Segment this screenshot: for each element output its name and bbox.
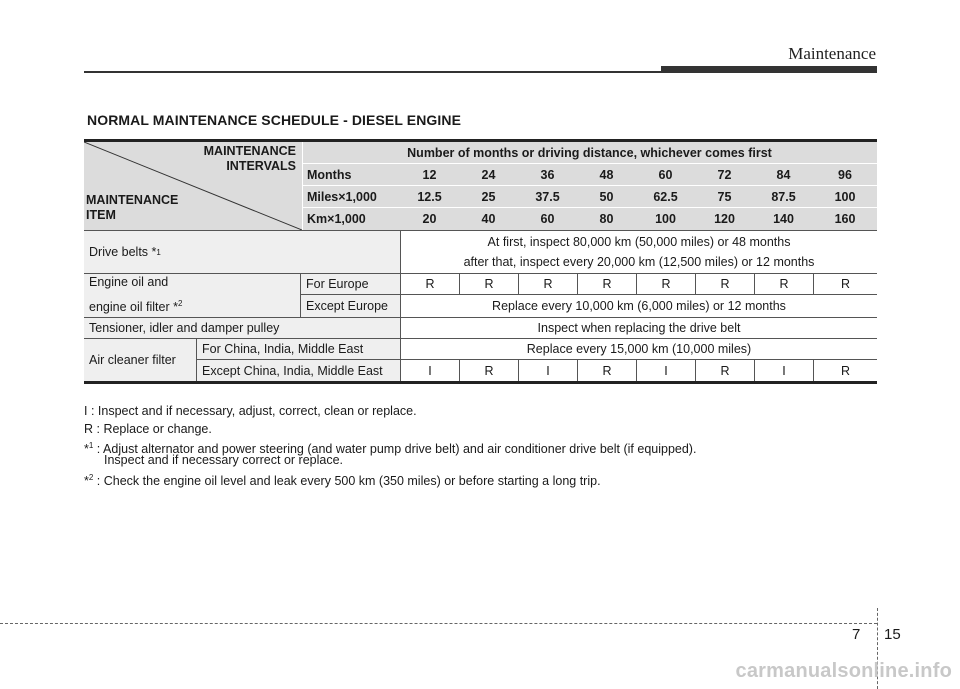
corner-interval-label: MAINTENANCE INTERVALS bbox=[203, 144, 296, 173]
col-divider bbox=[813, 274, 814, 294]
note-engine-oil: *$^2$ : Check the engine oil level and leak every 500 km (350 miles) or before starting a long trip. bbox=[84, 473, 601, 489]
col-divider bbox=[636, 274, 637, 294]
header-rule bbox=[84, 71, 661, 73]
air-cleaner-except-cell: R bbox=[696, 360, 754, 381]
miles-cell: 25 bbox=[459, 186, 518, 207]
col-divider bbox=[459, 274, 460, 294]
footer-rule bbox=[0, 623, 877, 624]
item-drive-belts: Drive belts * 1 bbox=[84, 231, 401, 273]
page-number: 15 bbox=[884, 626, 901, 643]
air-cleaner-china-schedule: Replace every 15,000 km (10,000 miles) bbox=[401, 339, 877, 359]
section-header: Maintenance bbox=[788, 44, 876, 63]
air-cleaner-except-cell: I bbox=[401, 360, 459, 381]
months-cell: 36 bbox=[518, 164, 577, 185]
engine-oil-europe-cell: R bbox=[519, 274, 577, 294]
miles-cell: 37.5 bbox=[518, 186, 577, 207]
engine-oil-europe-label: For Europe bbox=[301, 274, 401, 294]
air-cleaner-except-cell: I bbox=[755, 360, 813, 381]
grid-line bbox=[302, 163, 877, 164]
months-cell: 48 bbox=[577, 164, 636, 185]
grid-line bbox=[302, 142, 303, 230]
km-cell: 60 bbox=[518, 208, 577, 230]
note-replace: R : Replace or change. bbox=[84, 422, 212, 436]
air-cleaner-except-label: Except China, India, Middle East bbox=[197, 360, 401, 381]
col-divider bbox=[518, 360, 519, 381]
miles-cell: 87.5 bbox=[754, 186, 813, 207]
col-divider bbox=[636, 360, 637, 381]
engine-oil-except-schedule: Replace every 10,000 km (6,000 miles) or 12 months bbox=[401, 295, 877, 317]
km-cell: 160 bbox=[813, 208, 877, 230]
engine-oil-europe-cell: R bbox=[460, 274, 518, 294]
months-cell: 24 bbox=[459, 164, 518, 185]
engine-oil-europe-cell: R bbox=[401, 274, 459, 294]
item-tensioner: Tensioner, idler and damper pulley bbox=[84, 318, 401, 338]
air-cleaner-except-cell: I bbox=[637, 360, 695, 381]
col-divider bbox=[300, 274, 301, 317]
col-divider bbox=[400, 231, 401, 381]
watermark-text: carmanualsonline.info bbox=[735, 660, 952, 682]
col-divider bbox=[754, 360, 755, 381]
grid-line bbox=[302, 207, 877, 208]
chapter-number: 7 bbox=[852, 626, 861, 643]
engine-oil-europe-cell: R bbox=[696, 274, 754, 294]
tensioner-schedule: Inspect when replacing the drive belt bbox=[401, 318, 877, 338]
months-label: Months bbox=[302, 164, 400, 185]
months-cell: 72 bbox=[695, 164, 754, 185]
item-engine-oil: Engine oil and engine oil filter *$^2$ bbox=[84, 274, 300, 317]
months-cell: 12 bbox=[400, 164, 459, 185]
engine-oil-europe-cell: R bbox=[578, 274, 636, 294]
miles-cell: 50 bbox=[577, 186, 636, 207]
km-cell: 20 bbox=[400, 208, 459, 230]
km-label: Km×1,000 bbox=[302, 208, 400, 230]
col-divider bbox=[695, 274, 696, 294]
months-cell: 96 bbox=[813, 164, 877, 185]
air-cleaner-except-cell: R bbox=[814, 360, 877, 381]
note-drive-belt: *$^1$ : Adjust alternator and power steering (and water pump drive belt) and air conditioner drive belt (if equipped). bbox=[84, 441, 697, 457]
km-cell: 140 bbox=[754, 208, 813, 230]
air-cleaner-except-cell: R bbox=[578, 360, 636, 381]
km-cell: 40 bbox=[459, 208, 518, 230]
drive-belts-schedule: At first, inspect 80,000 km (50,000 miles) or 48 months after that, inspect every 20,000 km (12,500 miles) or 12 months bbox=[401, 231, 877, 273]
months-cell: 84 bbox=[754, 164, 813, 185]
engine-oil-europe-cell: R bbox=[637, 274, 695, 294]
col-divider bbox=[577, 274, 578, 294]
km-cell: 80 bbox=[577, 208, 636, 230]
km-cell: 100 bbox=[636, 208, 695, 230]
miles-cell: 100 bbox=[813, 186, 877, 207]
col-divider bbox=[577, 360, 578, 381]
air-cleaner-except-cell: R bbox=[460, 360, 518, 381]
engine-oil-europe-cell: R bbox=[814, 274, 877, 294]
engine-oil-europe-cell: R bbox=[755, 274, 813, 294]
miles-cell: 62.5 bbox=[636, 186, 695, 207]
note-drive-belt-cont: Inspect and if necessary correct or replace. bbox=[104, 453, 344, 467]
header-rule-accent bbox=[661, 66, 877, 73]
col-divider bbox=[459, 360, 460, 381]
miles-cell: 12.5 bbox=[400, 186, 459, 207]
table-bottom-border bbox=[84, 381, 877, 384]
page-title: NORMAL MAINTENANCE SCHEDULE - DIESEL ENGINE bbox=[87, 112, 462, 128]
miles-label: Miles×1,000 bbox=[302, 186, 400, 207]
grid-line bbox=[302, 185, 877, 186]
corner-item-label: MAINTENANCE ITEM bbox=[86, 193, 179, 222]
col-divider bbox=[196, 339, 197, 381]
item-air-cleaner: Air cleaner filter bbox=[84, 339, 196, 381]
col-divider bbox=[754, 274, 755, 294]
col-divider bbox=[695, 360, 696, 381]
miles-cell: 75 bbox=[695, 186, 754, 207]
km-cell: 120 bbox=[695, 208, 754, 230]
air-cleaner-except-cell: I bbox=[519, 360, 577, 381]
col-divider bbox=[518, 274, 519, 294]
months-cell: 60 bbox=[636, 164, 695, 185]
col-divider bbox=[813, 360, 814, 381]
air-cleaner-china-label: For China, India, Middle East bbox=[197, 339, 401, 359]
maintenance-table bbox=[84, 142, 877, 381]
span-header: Number of months or driving distance, whichever comes first bbox=[302, 142, 877, 163]
engine-oil-except-label: Except Europe bbox=[301, 295, 401, 317]
note-inspect: I : Inspect and if necessary, adjust, correct, clean or replace. bbox=[84, 404, 417, 418]
